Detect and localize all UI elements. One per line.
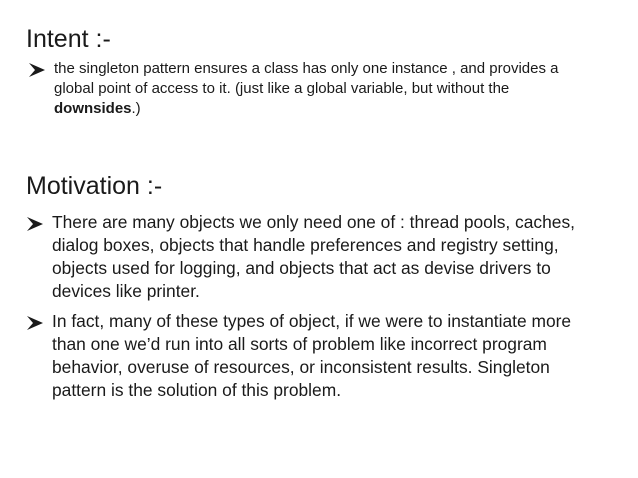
- motivation-heading: Motivation :-: [26, 172, 163, 200]
- arrow-bullet-icon: [28, 62, 46, 78]
- intent-heading: Intent :-: [26, 25, 111, 53]
- intent-text-before: the singleton pattern ensures a class has only one instance , and provides a global point of access to it. (just like a global variable, but without the: [54, 60, 559, 97]
- arrow-bullet-icon: [26, 216, 44, 232]
- motivation-bullet: [26, 211, 596, 303]
- intent-bold-text: downsides: [54, 100, 132, 117]
- intent-bullet: [28, 59, 588, 119]
- intent-bullet-text: [54, 59, 588, 119]
- intent-text-after: .): [131, 100, 141, 117]
- motivation-bullet: [26, 310, 596, 402]
- motivation-bullet-text: In fact, many of these types of object, if we were to instantiate more than one we’d run into all sorts of problem like incorrect program behavior, overuse of resources, or inconsistent results. Singleton pattern is the solution of this problem.: [52, 311, 572, 400]
- motivation-bullet-text: There are many objects we only need one of : thread pools, caches, dialog boxes, objects that handle preferences and registry setting, objects used for logging, and objects that act as devise drivers to devices like printer.: [52, 212, 575, 301]
- arrow-bullet-icon: [26, 315, 44, 331]
